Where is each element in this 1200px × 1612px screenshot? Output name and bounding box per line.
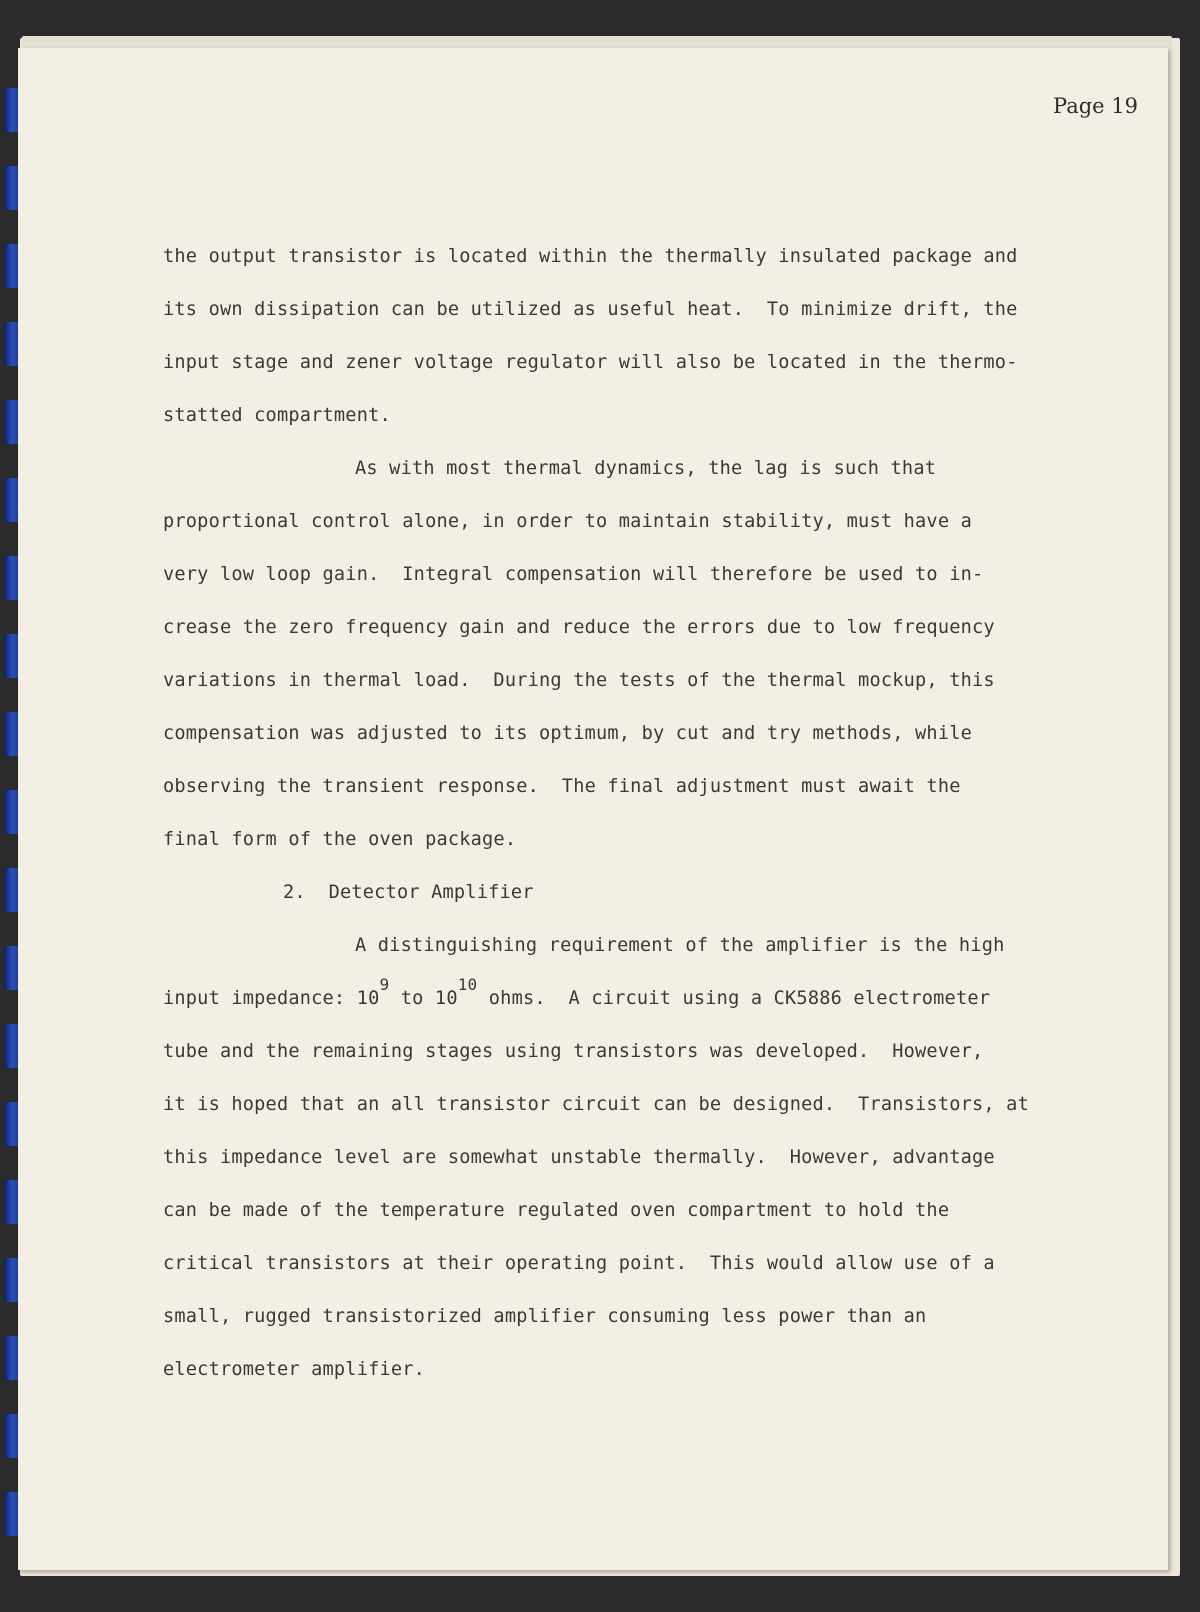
section-heading	[163, 866, 1063, 919]
page-number: Page 19	[1053, 94, 1138, 118]
text-line: very low loop gain. Integral compensation will therefore be used to in-	[163, 564, 984, 585]
text-line: can be made of the temperature regulated oven compartment to hold the	[163, 1200, 950, 1221]
section-number: 2.	[283, 882, 306, 903]
text-line-impedance	[163, 972, 1063, 1025]
text-line: its own dissipation can be utilized as useful heat. To minimize drift, the	[163, 299, 1018, 320]
text-line: electrometer amplifier.	[163, 1359, 426, 1380]
impedance-text-end: ohms. A circuit using a CK5886 electrometer	[477, 988, 991, 1009]
text-line: this impedance level are somewhat unstable thermally. However, advantage	[163, 1147, 995, 1168]
text-line: observing the transient response. The final adjustment must await the	[163, 776, 961, 797]
page-body	[163, 230, 1063, 1396]
text-line: A distinguishing requirement of the amplifier is the high	[355, 935, 1005, 956]
text-line: tube and the remaining stages using transistors was developed. However,	[163, 1041, 984, 1062]
text-line: As with most thermal dynamics, the lag is such that	[355, 458, 937, 479]
exponent-10: 10	[457, 975, 478, 994]
text-line: variations in thermal load. During the tests of the thermal mockup, this	[163, 670, 995, 691]
text-line: final form of the oven package.	[163, 829, 517, 850]
impedance-text-mid: to 10	[389, 988, 458, 1009]
document-page	[18, 48, 1168, 1570]
text-line: small, rugged transistorized amplifier consuming less power than an	[163, 1306, 927, 1327]
exponent-9: 9	[379, 975, 390, 994]
text-line: compensation was adjusted to its optimum, by cut and try methods, while	[163, 723, 973, 744]
text-line: input stage and zener voltage regulator will also be located in the thermo-	[163, 352, 1018, 373]
text-line: the output transistor is located within the thermally insulated package and	[163, 246, 1018, 267]
section-title: Detector Amplifier	[328, 882, 534, 903]
text-line: it is hoped that an all transistor circuit can be designed. Transistors, at	[163, 1094, 1029, 1115]
text-line: proportional control alone, in order to maintain stability, must have a	[163, 511, 973, 532]
text-line: crease the zero frequency gain and reduce the errors due to low frequency	[163, 617, 995, 638]
impedance-text-start: input impedance: 10	[163, 988, 380, 1009]
text-line: critical transistors at their operating point. This would allow use of a	[163, 1253, 995, 1274]
text-line: statted compartment.	[163, 405, 391, 426]
